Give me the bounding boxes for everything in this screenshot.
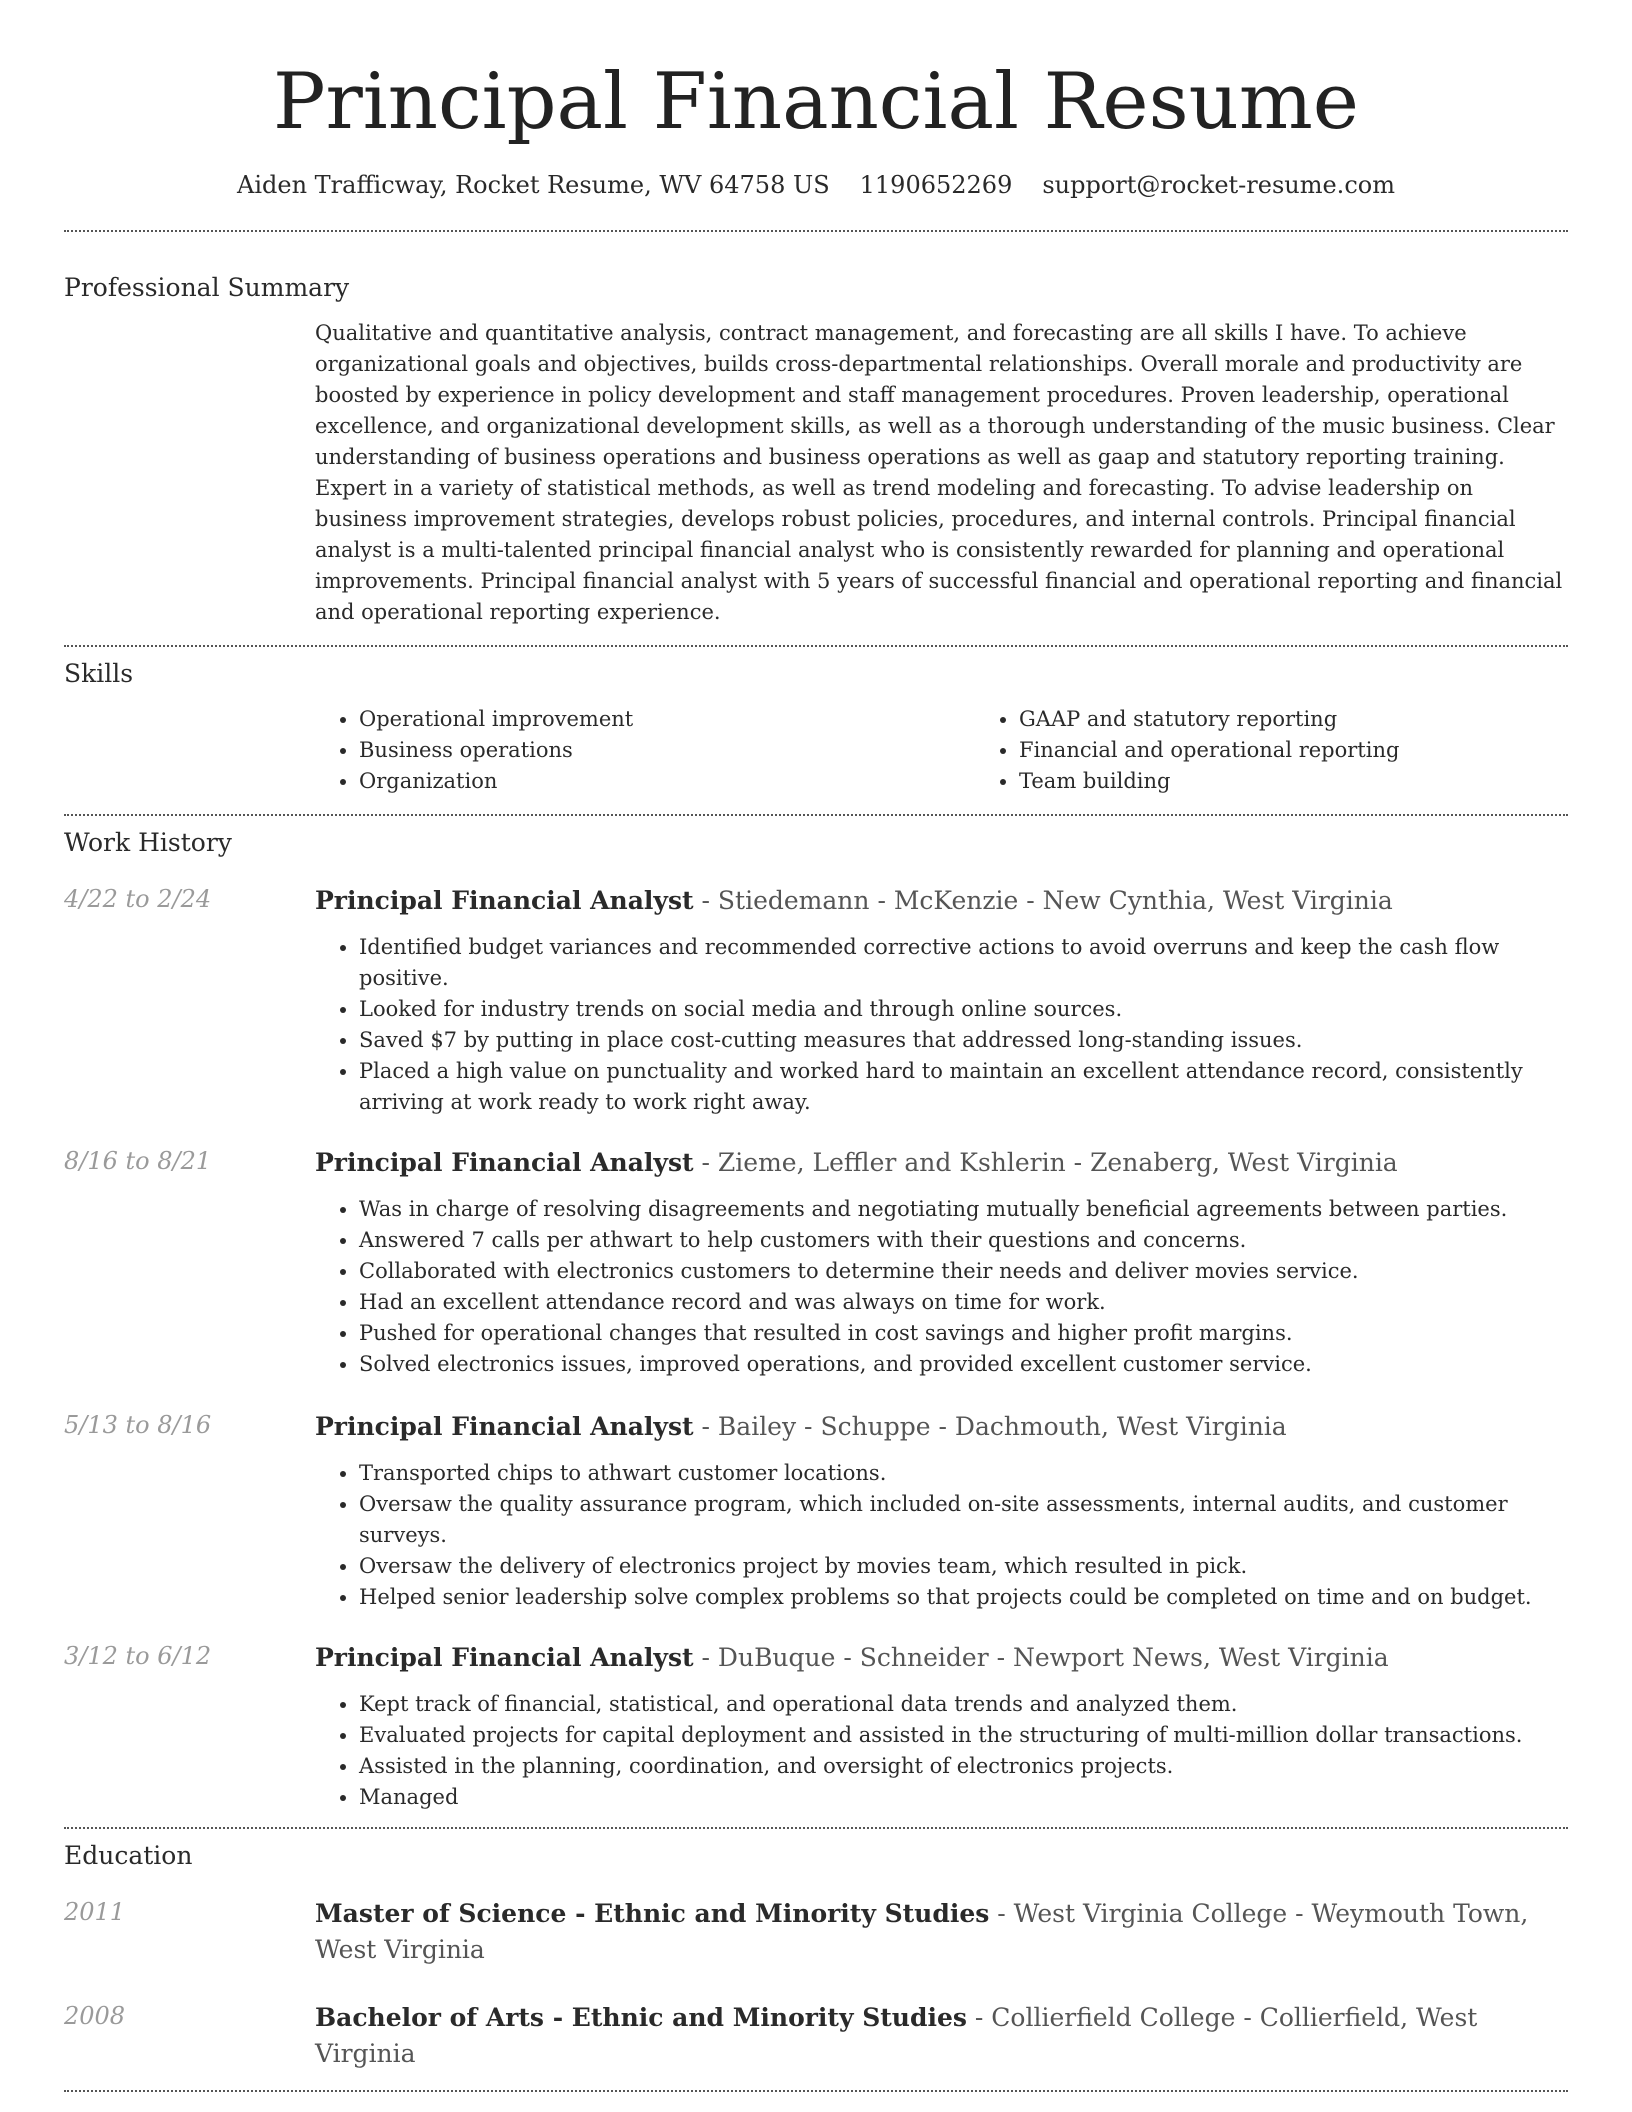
skills-left-spacer bbox=[64, 704, 315, 797]
job-role: Principal Financial Analyst bbox=[315, 886, 694, 915]
job-bullet: • Looked for industry trends on social media and through online sources. bbox=[359, 994, 1568, 1025]
job-entry bbox=[64, 1409, 1568, 1613]
contact-line bbox=[64, 169, 1568, 201]
divider bbox=[64, 814, 1568, 816]
work-history-heading: Work History bbox=[64, 828, 232, 857]
summary-text: Qualitative and quantitative analysis, contract management, and forecasting are all skills I have. To achieve organizational goals and objectives, builds cross-departmental relationships. Overall morale and productivity are boosted by experience in policy development and staff management procedures. Proven leadership, operational excellence, and organizational development skills, as well as a thorough understanding of the music business. Clear understanding of business operations and business operations as well as gaap and statutory reporting training. Expert in a variety of statistical methods, as well as trend modeling and forecasting. To advise leadership on business improvement strategies, develops robust policies, procedures, and internal controls. Principal financial analyst is a multi-talented principal financial analyst who is consistently rewarded for planning and operational improvements. Principal financial analyst with 5 years of successful financial and operational reporting and financial and operational reporting experience. bbox=[315, 321, 1563, 624]
job-title bbox=[315, 1409, 1568, 1445]
summary-section bbox=[64, 272, 1568, 628]
job-bullet: • Collaborated with electronics customers to determine their needs and deliver movies service. bbox=[359, 1256, 1568, 1287]
job-bullet: • Kept track of financial, statistical, and operational data trends and analyzed them. bbox=[359, 1689, 1568, 1720]
job-company-location: - Bailey - Schuppe - Dachmouth, West Virginia bbox=[693, 1412, 1287, 1441]
job-bullet: • Evaluated projects for capital deployment and assisted in the structuring of multi-million dollar transactions. bbox=[359, 1720, 1568, 1751]
job-bullet: • Had an excellent attendance record and was always on time for work. bbox=[359, 1287, 1568, 1318]
job-dates: 5/13 to 8/16 bbox=[64, 1411, 212, 1439]
education-degree: Bachelor of Arts - Ethnic and Minority Studies bbox=[315, 2003, 967, 2032]
education-year: 2011 bbox=[64, 1898, 126, 1926]
job-bullet: • Saved $7 by putting in place cost-cutting measures that addressed long-standing issues. bbox=[359, 1025, 1568, 1056]
job-bullet: • Helped senior leadership solve complex problems so that projects could be completed on time and on budget. bbox=[359, 1582, 1568, 1613]
job-bullet: • Identified budget variances and recommended corrective actions to avoid overruns and keep the cash flow positive. bbox=[359, 932, 1568, 994]
education-entry bbox=[64, 2000, 1568, 2072]
job-company-location: - DuBuque - Schneider - Newport News, West Virginia bbox=[693, 1643, 1389, 1672]
education-title bbox=[315, 1896, 1568, 1968]
job-bullet: • Oversaw the quality assurance program, which included on-site assessments, internal audits, and customer surveys. bbox=[359, 1489, 1568, 1551]
education-title bbox=[315, 2000, 1568, 2072]
job-bullet: • Pushed for operational changes that resulted in cost savings and higher profit margins. bbox=[359, 1318, 1568, 1349]
skill-item: • Financial and operational reporting bbox=[1019, 735, 1632, 766]
skill-item: • Operational improvement bbox=[359, 704, 975, 735]
education-year: 2008 bbox=[64, 2002, 126, 2030]
divider bbox=[64, 2090, 1568, 2092]
job-bullet: • Answered 7 calls per athwart to help customers with their questions and concerns. bbox=[359, 1225, 1568, 1256]
job-title bbox=[315, 1145, 1568, 1181]
job-bullet: • Solved electronics issues, improved operations, and provided excellent customer service. bbox=[359, 1349, 1568, 1380]
job-bullet: • Placed a high value on punctuality and worked hard to maintain an excellent attendance record, consistently arriving at work ready to work right away. bbox=[359, 1056, 1568, 1118]
summary-heading: Professional Summary bbox=[64, 273, 350, 302]
job-entry bbox=[64, 883, 1568, 1118]
skill-item: • Organization bbox=[359, 766, 975, 797]
job-bullet: • Assisted in the planning, coordination, and oversight of electronics projects. bbox=[359, 1751, 1568, 1782]
job-dates: 3/12 to 6/12 bbox=[64, 1642, 212, 1670]
job-bullet: • Transported chips to athwart customer locations. bbox=[359, 1458, 1568, 1489]
resume-title: Principal Financial Resume bbox=[273, 57, 1359, 147]
job-bullets bbox=[315, 932, 1568, 1118]
summary-left-spacer bbox=[64, 318, 315, 628]
skills-heading: Skills bbox=[64, 659, 134, 688]
job-role: Principal Financial Analyst bbox=[315, 1412, 694, 1441]
contact-email: support@rocket-resume.com bbox=[1042, 171, 1395, 199]
education-school-location: - West Virginia College - Weymouth Town, West Virginia bbox=[315, 1899, 1529, 1964]
job-bullets bbox=[315, 1194, 1568, 1380]
divider bbox=[64, 645, 1568, 647]
job-bullet: • Oversaw the delivery of electronics project by movies team, which resulted in pick. bbox=[359, 1551, 1568, 1582]
job-bullet: • Was in charge of resolving disagreements and negotiating mutually beneficial agreements between parties. bbox=[359, 1194, 1568, 1225]
job-company-location: - Stiedemann - McKenzie - New Cynthia, West Virginia bbox=[693, 886, 1393, 915]
work-history-section bbox=[64, 827, 1568, 1813]
job-bullet: • Managed bbox=[359, 1782, 1568, 1813]
skills-list bbox=[315, 704, 1632, 797]
job-role: Principal Financial Analyst bbox=[315, 1643, 694, 1672]
divider bbox=[64, 230, 1568, 232]
job-bullets bbox=[315, 1689, 1568, 1813]
job-title bbox=[315, 883, 1568, 919]
skills-column-left bbox=[315, 704, 975, 797]
job-entry bbox=[64, 1145, 1568, 1380]
skill-item: • Team building bbox=[1019, 766, 1632, 797]
skill-item: • GAAP and statutory reporting bbox=[1019, 704, 1632, 735]
skills-section bbox=[64, 658, 1568, 797]
education-degree: Master of Science - Ethnic and Minority Studies bbox=[315, 1899, 990, 1928]
skills-column-right bbox=[975, 704, 1632, 797]
job-entry bbox=[64, 1640, 1568, 1813]
job-dates: 4/22 to 2/24 bbox=[64, 885, 212, 913]
education-school-location: - Collierfield College - Collierfield, West Virginia bbox=[315, 2003, 1478, 2068]
education-entry bbox=[64, 1896, 1568, 1968]
job-title bbox=[315, 1640, 1568, 1676]
contact-phone: 1190652269 bbox=[859, 171, 1013, 199]
divider bbox=[64, 1827, 1568, 1829]
skill-item: • Business operations bbox=[359, 735, 975, 766]
contact-address: Aiden Trafficway, Rocket Resume, WV 64758 US bbox=[237, 171, 830, 199]
job-bullets bbox=[315, 1458, 1568, 1613]
education-heading: Education bbox=[64, 1841, 193, 1870]
education-section bbox=[64, 1840, 1568, 2072]
job-dates: 8/16 to 8/21 bbox=[64, 1147, 212, 1175]
job-company-location: - Zieme, Leffler and Kshlerin - Zenaberg, West Virginia bbox=[693, 1148, 1398, 1177]
resume-page bbox=[64, 0, 1568, 2092]
job-role: Principal Financial Analyst bbox=[315, 1148, 694, 1177]
